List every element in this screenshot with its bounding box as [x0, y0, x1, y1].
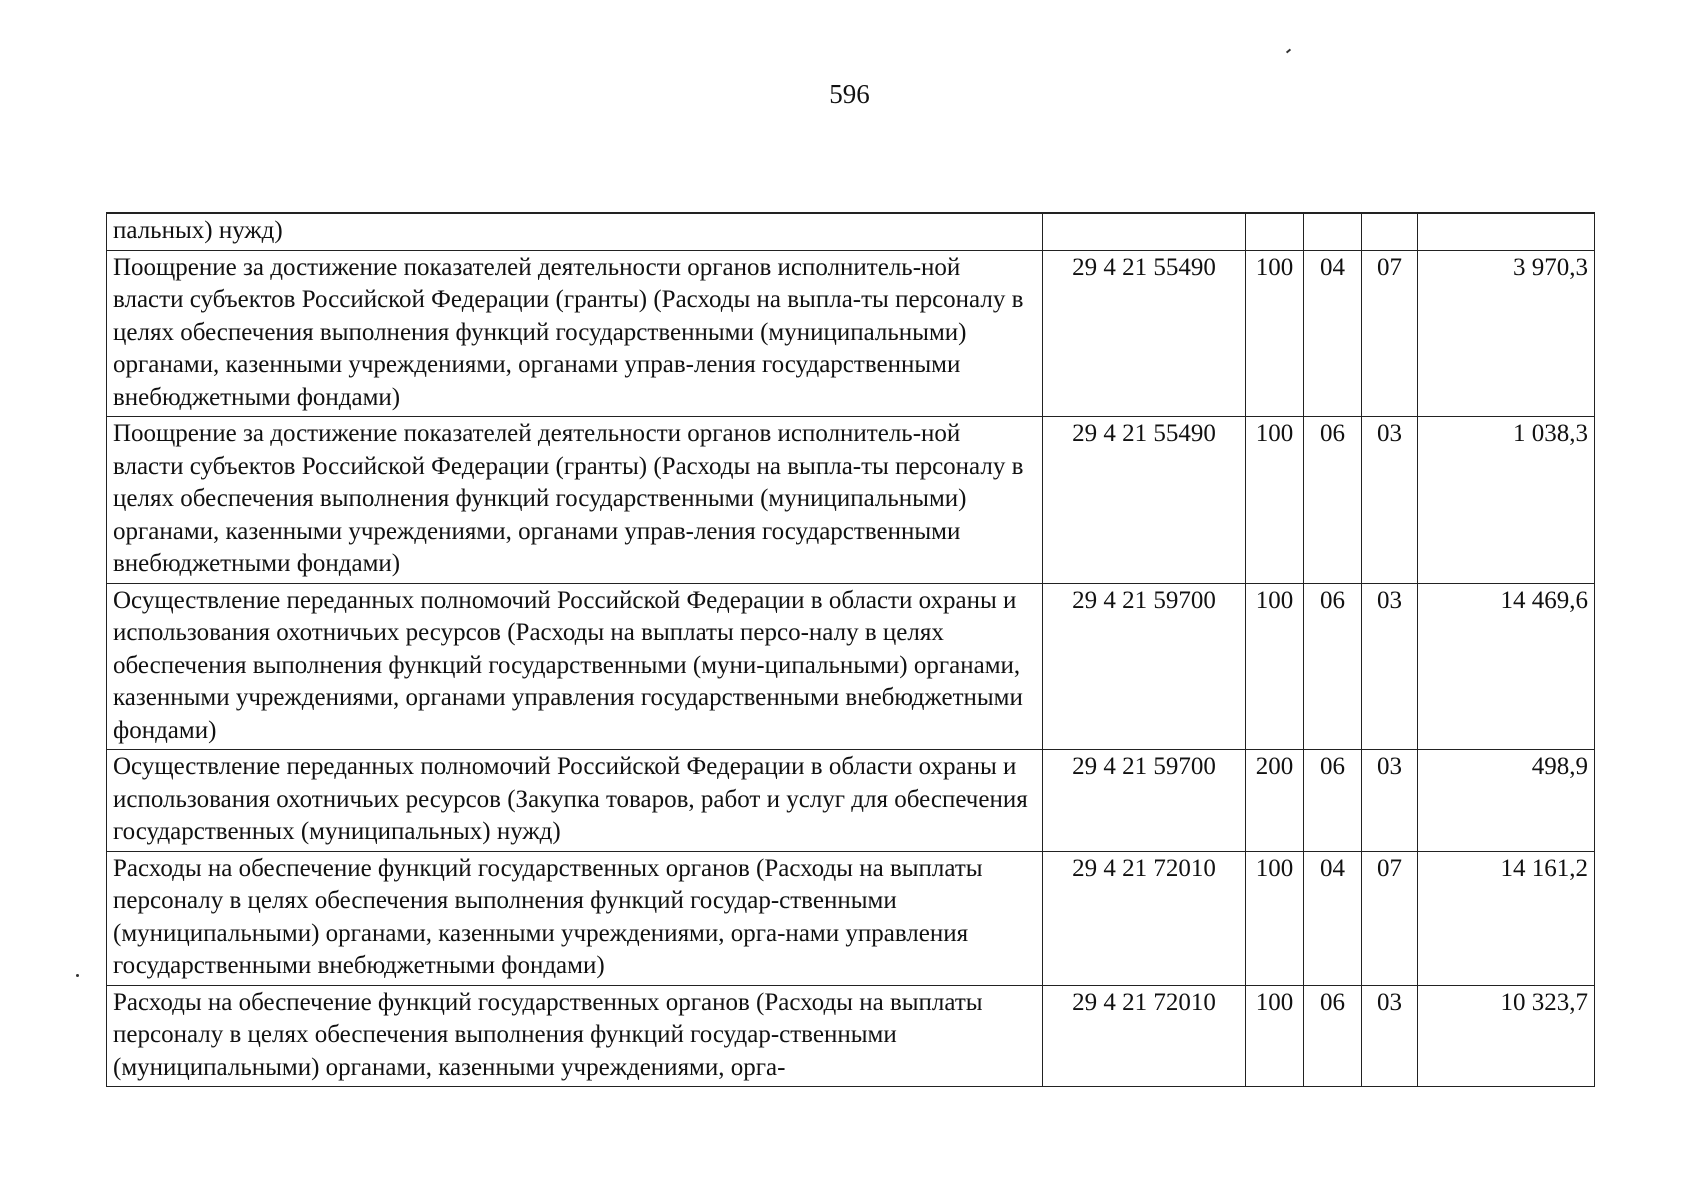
row-section: 06 [1304, 750, 1362, 852]
table-row [107, 213, 1595, 250]
page-number: 596 [829, 79, 870, 109]
row-subsection: 03 [1362, 985, 1418, 1087]
row-expense-type: 100 [1246, 851, 1304, 985]
row-target-code [1043, 213, 1246, 250]
row-section: 04 [1304, 250, 1362, 417]
row-section [1304, 213, 1362, 250]
row-target-code: 29 4 21 55490 [1043, 250, 1246, 417]
row-target-code: 29 4 21 72010 [1043, 851, 1246, 985]
row-subsection: 03 [1362, 417, 1418, 584]
budget-table [106, 212, 1595, 1087]
row-target-code: 29 4 21 59700 [1043, 750, 1246, 852]
row-subsection [1362, 213, 1418, 250]
row-section: 04 [1304, 851, 1362, 985]
row-expense-type: 100 [1246, 417, 1304, 584]
row-section: 06 [1304, 417, 1362, 584]
row-sum: 498,9 [1418, 750, 1595, 852]
row-description: Поощрение за достижение показателей деятельности органов исполнитель-ной власти субъектов Российской Федерации (гранты) (Расходы на выпла-ты персоналу в целях обеспечения выполнения функций государственными (муниципальными) органами, казенными учреждениями, органами управ-ления государственными внебюджетными фондами) [107, 250, 1043, 417]
row-description: Расходы на обеспечение функций государственных органов (Расходы на выплаты персоналу в целях обеспечения выполнения функций государ-ственными (муниципальными) органами, казенными учреждениями, орга- [107, 985, 1043, 1087]
row-subsection: 07 [1362, 851, 1418, 985]
row-sum [1418, 213, 1595, 250]
row-description: Осуществление переданных полномочий Российской Федерации в области охраны и использования охотничьих ресурсов (Расходы на выплаты персо-налу в целях обеспечения выполнения функций государственными (муни-ципальными) органами, казенными учреждениями, органами управления государственными внебюджетными фондами) [107, 583, 1043, 750]
row-target-code: 29 4 21 59700 [1043, 583, 1246, 750]
row-expense-type: 100 [1246, 250, 1304, 417]
table-row [107, 417, 1595, 584]
table-row [107, 583, 1595, 750]
row-target-code: 29 4 21 72010 [1043, 985, 1246, 1087]
row-description: Расходы на обеспечение функций государственных органов (Расходы на выплаты персоналу в целях обеспечения выполнения функций государ-ственными (муниципальными) органами, казенными учреждениями, орга-нами управления государственными внебюджетными фондами) [107, 851, 1043, 985]
row-subsection: 03 [1362, 750, 1418, 852]
row-sum: 14 161,2 [1418, 851, 1595, 985]
row-description: пальных) нужд) [107, 213, 1043, 250]
row-subsection: 03 [1362, 583, 1418, 750]
row-expense-type: 200 [1246, 750, 1304, 852]
row-expense-type: 100 [1246, 985, 1304, 1087]
row-section: 06 [1304, 985, 1362, 1087]
row-sum: 10 323,7 [1418, 985, 1595, 1087]
row-sum: 14 469,6 [1418, 583, 1595, 750]
table-row [107, 250, 1595, 417]
table-row [107, 750, 1595, 852]
scan-artifact-mark [1286, 49, 1291, 54]
row-sum: 1 038,3 [1418, 417, 1595, 584]
row-subsection: 07 [1362, 250, 1418, 417]
scan-artifact-dot [76, 974, 79, 977]
row-expense-type: 100 [1246, 583, 1304, 750]
row-description: Поощрение за достижение показателей деятельности органов исполнитель-ной власти субъектов Российской Федерации (гранты) (Расходы на выпла-ты персоналу в целях обеспечения выполнения функций государственными (муниципальными) органами, казенными учреждениями, органами управ-ления государственными внебюджетными фондами) [107, 417, 1043, 584]
row-sum: 3 970,3 [1418, 250, 1595, 417]
table-row [107, 985, 1595, 1087]
row-section: 06 [1304, 583, 1362, 750]
row-expense-type [1246, 213, 1304, 250]
table-row [107, 851, 1595, 985]
row-target-code: 29 4 21 55490 [1043, 417, 1246, 584]
row-description: Осуществление переданных полномочий Российской Федерации в области охраны и использования охотничьих ресурсов (Закупка товаров, работ и услуг для обеспечения государственных (муниципальных) нужд) [107, 750, 1043, 852]
